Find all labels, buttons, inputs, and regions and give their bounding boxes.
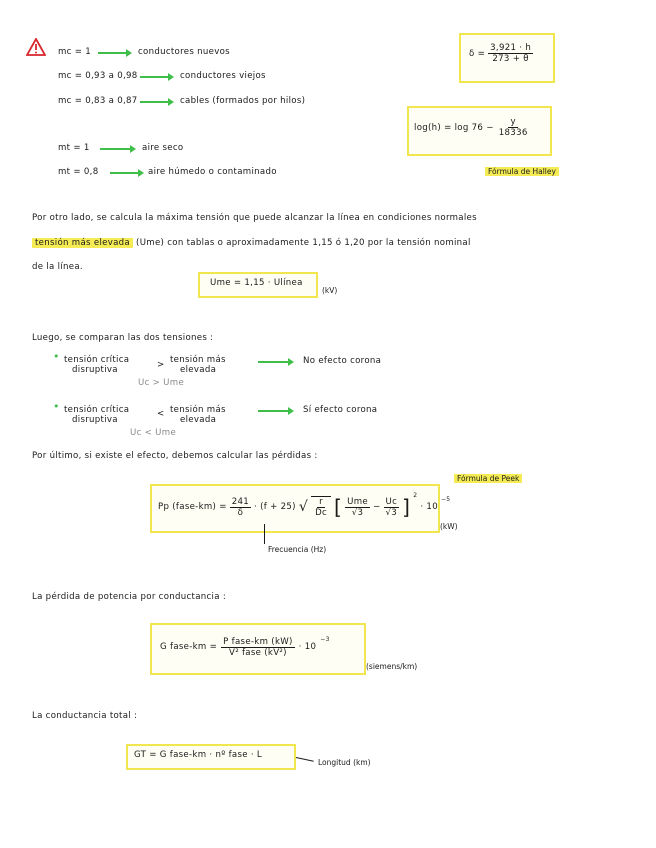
g-tail: · 10 [298, 642, 317, 652]
peek-coef [230, 497, 251, 518]
compare-left: disruptiva [72, 365, 118, 375]
arrow-icon [110, 172, 142, 174]
peek-tail-exp: −5 [440, 496, 451, 503]
peek-exp: 2 [413, 492, 418, 499]
log-den: 18336 [498, 128, 528, 138]
ume-formula: Ume = 1,15 · Ulínea [210, 278, 303, 288]
mt-item-text: aire seco [142, 143, 184, 153]
mc-item-label: mc = 1 [58, 47, 92, 57]
peek-lhs: Pp (fase-km) = [158, 502, 227, 512]
pointer-line [296, 757, 314, 762]
peek-u2-den: √3 [385, 507, 398, 518]
ume-unit: (kV) [322, 286, 338, 295]
compare-right: elevada [180, 365, 217, 375]
delta-num: 3,921 · h [490, 43, 532, 53]
bullet-icon: • [53, 400, 60, 413]
compare-note: Uc > Ume [138, 378, 185, 388]
log-formula [414, 117, 530, 138]
mc-item-text: conductores nuevos [138, 47, 230, 57]
mt-item-label: mt = 0,8 [58, 167, 99, 177]
mt-item-label: mt = 1 [58, 143, 90, 153]
arrow-icon [258, 410, 292, 412]
bracket-open-icon: [ [334, 495, 343, 519]
peek-u2 [384, 497, 400, 518]
peek-u2-num: Uc [385, 496, 398, 507]
compare-operator: > [157, 360, 165, 370]
pointer-line [264, 524, 265, 544]
warning-icon [26, 38, 46, 60]
arrow-icon [100, 148, 134, 150]
losses-intro: Por último, si existe el efecto, debemos calcular las pérdidas : [32, 451, 318, 461]
peek-root [311, 496, 331, 518]
mt-item-text: aire húmedo o contaminado [148, 167, 277, 177]
minus-sign: − [372, 502, 381, 512]
g-num: P fase-km (kW) [223, 636, 293, 647]
mc-item-text: cables (formados por hilos) [180, 96, 306, 106]
mc-item-text: conductores viejos [180, 71, 266, 81]
g-fraction [221, 637, 295, 658]
gt-formula: GT = G fase-km · nº fase · L [134, 750, 263, 760]
mc-item-label: mc = 0,83 a 0,87 [58, 96, 138, 106]
compare-right: elevada [180, 415, 217, 425]
halley-label: Fórmula de Halley [485, 167, 559, 176]
log-lhs: log(h) = log 76 − [414, 123, 494, 133]
peek-coef-num: 241 [231, 496, 250, 507]
arrow-icon [98, 52, 130, 54]
log-num: y [510, 117, 516, 127]
highlight-text: tensión más elevada [32, 238, 133, 248]
log-fraction [497, 117, 530, 138]
sqrt-icon: √ [298, 499, 309, 515]
compare-intro: Luego, se comparan las dos tensiones : [32, 333, 214, 343]
compare-left: tensión crítica [64, 355, 130, 365]
paragraph-line: de la línea. [32, 262, 83, 272]
arrow-icon [140, 101, 172, 103]
compare-right: tensión más [170, 405, 226, 415]
peek-u1 [345, 497, 370, 518]
total-intro: La conductancia total : [32, 711, 138, 721]
peek-root-num: r [319, 497, 323, 507]
delta-lhs: δ = [469, 49, 486, 59]
conductance-intro: La pérdida de potencia por conductancia : [32, 592, 227, 602]
peek-formula [158, 492, 450, 522]
g-den: V² fase (kV²) [229, 647, 287, 658]
delta-formula [469, 43, 533, 64]
peek-coef-den: δ [237, 507, 244, 518]
compare-result: Sí efecto corona [303, 405, 378, 415]
paragraph-line: Por otro lado, se calcula la máxima tensión que puede alcanzar la línea en condiciones normales [32, 213, 477, 223]
arrow-icon [258, 361, 292, 363]
delta-den: 273 + θ [492, 54, 529, 64]
peek-label: Fórmula de Peek [454, 474, 522, 483]
g-formula [160, 630, 330, 664]
compare-left: disruptiva [72, 415, 118, 425]
length-note: Longitud (km) [318, 758, 371, 767]
peek-unit: (kW) [440, 522, 458, 531]
compare-right: tensión más [170, 355, 226, 365]
arrow-icon [140, 76, 172, 78]
compare-operator: < [157, 409, 165, 419]
bracket-close-icon: ] [402, 495, 411, 519]
compare-note: Uc < Ume [130, 428, 177, 438]
compare-result: No efecto corona [303, 356, 382, 366]
peek-u1-den: √3 [351, 507, 364, 518]
paragraph-text: (Ume) con tablas o aproximadamente 1,15 ó 1,20 por la tensión nominal [136, 238, 471, 248]
frequency-note: Frecuencia (Hz) [268, 545, 327, 554]
mc-item-label: mc = 0,93 a 0,98 [58, 71, 138, 81]
delta-fraction [488, 43, 533, 64]
peek-u1-num: Ume [347, 496, 368, 507]
peek-tail: · 10 [420, 502, 438, 512]
paragraph-line [32, 238, 471, 248]
g-tail-exp: −3 [320, 636, 330, 643]
bullet-icon: • [53, 350, 60, 363]
g-unit: (siemens/km) [366, 662, 418, 671]
peek-root-den: Dc [315, 508, 328, 518]
g-lhs: G fase-km = [160, 642, 218, 652]
peek-freq-term: · (f + 25) [254, 502, 296, 512]
compare-left: tensión crítica [64, 405, 130, 415]
